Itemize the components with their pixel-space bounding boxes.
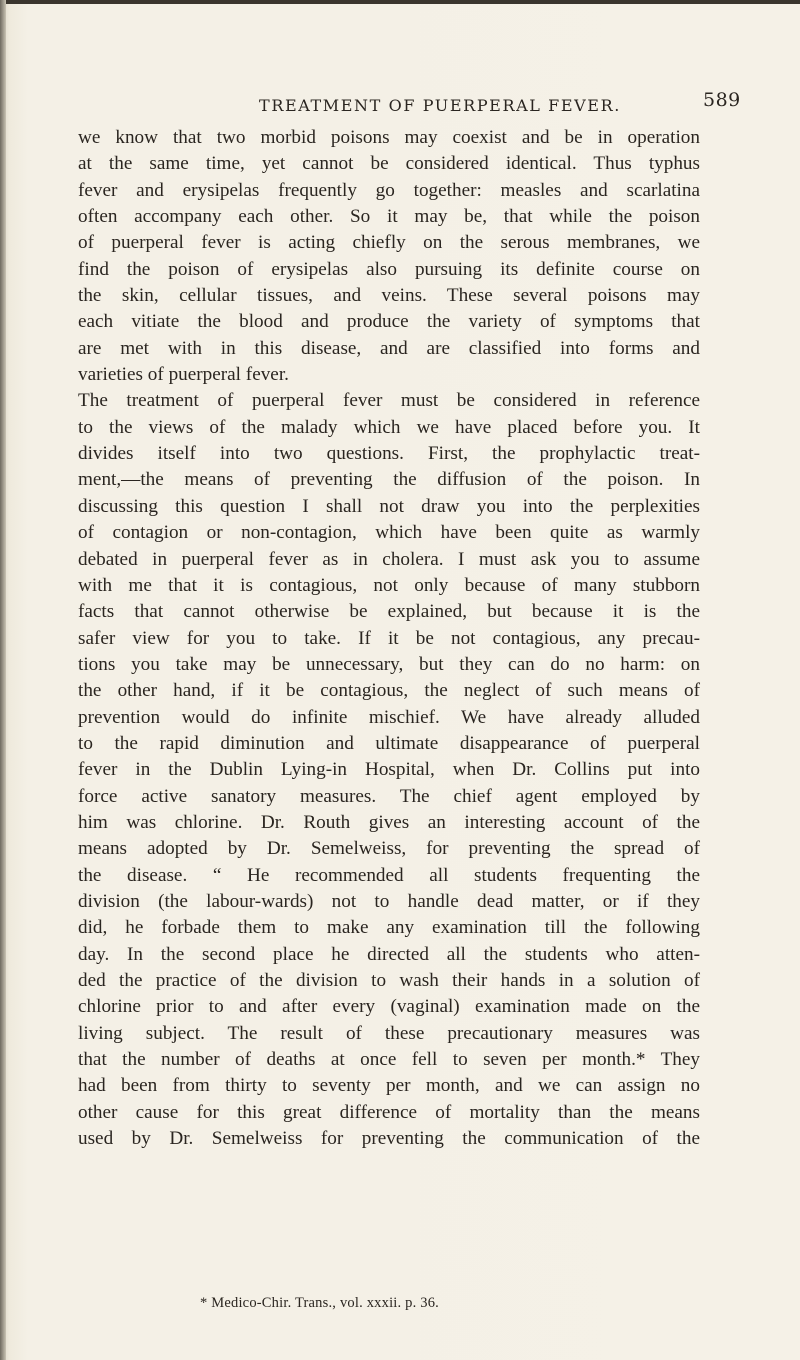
text-line: ment,—the means of preventing the diffusion of the poison. In [78, 469, 700, 491]
text-line: each vitiate the blood and produce the variety of symptoms that [78, 311, 700, 333]
footnote: * Medico-Chir. Trans., vol. xxxii. p. 36. [200, 1295, 440, 1311]
text-line: used by Dr. Semelweiss for preventing the communication of the [78, 1128, 700, 1150]
text-line: to the views of the malady which we have placed before you. It [78, 416, 700, 438]
text-line: of puerperal fever is acting chiefly on the serous membranes, we [78, 232, 700, 254]
text-line: tions you take may be unnecessary, but they can do no harm: on [78, 653, 700, 675]
text-line: him was chlorine. Dr. Routh gives an interesting account of the [78, 811, 700, 833]
text-line: means adopted by Dr. Semelweiss, for preventing the spread of [78, 838, 700, 860]
text-line: that the number of deaths at once fell to seven per month.* They [78, 1049, 700, 1071]
text-line: at the same time, yet cannot be considered identical. Thus typhus [78, 153, 700, 175]
text-line: divides itself into two questions. First, the prophylactic treat- [78, 443, 700, 465]
text-line: find the poison of erysipelas also pursuing its definite course on [78, 258, 700, 280]
text-line: The treatment of puerperal fever must be considered in reference [78, 390, 700, 412]
page-number: 589 [703, 89, 741, 111]
text-line: did, he forbade them to make any examination till the following [78, 917, 700, 939]
text-line: debated in puerperal fever as in cholera. I must ask you to assume [78, 548, 700, 570]
text-line: living subject. The result of these precautionary measures was [78, 1022, 700, 1044]
text-line: other cause for this great difference of mortality than the means [78, 1101, 700, 1123]
text-line: the other hand, if it be contagious, the neglect of such means of [78, 680, 700, 702]
text-line: are met with in this disease, and are classified into forms and [78, 337, 700, 359]
text-line: discussing this question I shall not draw you into the perplexities [78, 495, 700, 517]
text-line: fever in the Dublin Lying-in Hospital, when Dr. Collins put into [78, 759, 700, 781]
running-header: TREATMENT OF PUERPERAL FEVER. [259, 96, 621, 115]
text-line: ded the practice of the division to wash their hands in a solution of [78, 970, 700, 991]
text-line: division (the labour-wards) not to handle dead matter, or if they [78, 890, 700, 912]
body-text [78, 125, 700, 1152]
text-line: safer view for you to take. If it be not contagious, any precau- [78, 627, 700, 649]
binding-edge-shadow [0, 0, 6, 1360]
text-line: we know that two morbid poisons may coexist and be in operation [78, 127, 700, 148]
text-line: with me that it is contagious, not only because of many stubborn [78, 574, 700, 596]
text-line: facts that cannot otherwise be explained, but because it is the [78, 601, 700, 623]
top-edge-rule [0, 0, 800, 4]
text-line: day. In the second place he directed all the students who atten- [78, 943, 700, 965]
text-line: often accompany each other. So it may be, that while the poison [78, 206, 700, 228]
text-line: had been from thirty to seventy per month, and we can assign no [78, 1075, 700, 1097]
text-line: to the rapid diminution and ultimate disappearance of puerperal [78, 732, 700, 754]
text-line: the disease. “ He recommended all students frequenting the [78, 864, 700, 886]
text-line: fever and erysipelas frequently go together: measles and scarlatina [78, 179, 700, 201]
text-line: varieties of puerperal fever. [78, 364, 289, 386]
text-line: force active sanatory measures. The chief agent employed by [78, 785, 700, 807]
text-line: chlorine prior to and after every (vaginal) examination made on the [78, 996, 700, 1018]
text-line: prevention would do infinite mischief. We have already alluded [78, 706, 700, 728]
text-line: the skin, cellular tissues, and veins. These several poisons may [78, 285, 700, 307]
text-line: of contagion or non-contagion, which have been quite as warmly [78, 522, 700, 544]
